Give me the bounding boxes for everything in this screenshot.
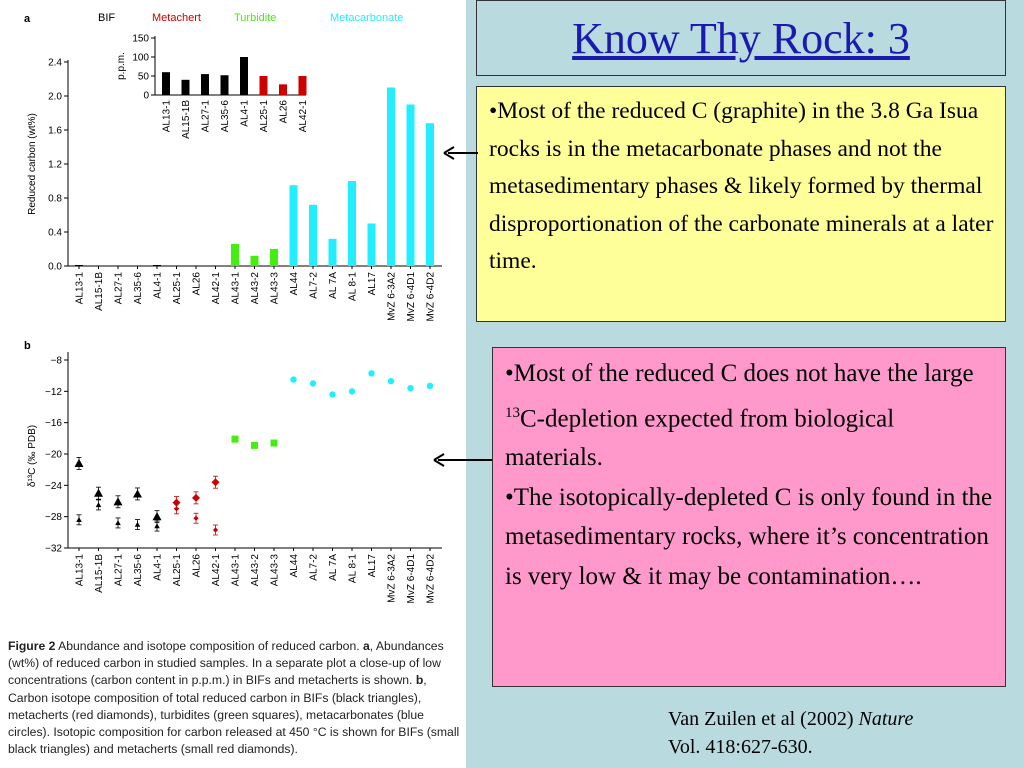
panel-a-ytick-label: 1.2 — [48, 159, 62, 171]
bif-small-triangle — [115, 520, 121, 525]
panel-a-xtick-label: AL26 — [191, 272, 203, 296]
panel-b-xtick-label: AL13-1 — [74, 554, 86, 587]
panel-b-xtick-label: AL43-2 — [250, 554, 261, 587]
panel-a-xtick-label: AL42-1 — [211, 272, 222, 305]
panel-a-bar — [329, 239, 337, 266]
reference-journal: Nature — [858, 708, 914, 730]
inset-bar — [201, 74, 209, 95]
panel-a-bar — [270, 249, 278, 266]
bif-small-triangle — [76, 517, 82, 522]
figure-panel — [0, 0, 466, 768]
panel-a-xtick-label: AL44 — [289, 272, 300, 296]
panel-a-xtick-label: AL15-1B — [94, 272, 105, 311]
panel-a-bar — [387, 88, 395, 267]
caption-label: Figure 2 — [8, 639, 56, 653]
bif-triangle — [114, 497, 123, 505]
panel-b-ytick-label: −32 — [45, 543, 62, 555]
panel-a-ytick-label: 2.0 — [48, 91, 62, 103]
panel-a-bar — [153, 265, 161, 266]
inset-bar — [279, 84, 287, 95]
inset-xtick-label: AL35-6 — [220, 100, 231, 133]
note-p1-a: •Most of the reduced C does not have the large — [505, 360, 974, 387]
panel-b-xtick-label: AL25-1 — [172, 554, 183, 587]
inset-xtick-label: AL26 — [278, 100, 290, 124]
panel-a-ylabel: Reduced carbon (wt%) — [27, 113, 38, 215]
panel-b-xtick-label: MvZ 6-4D1 — [406, 554, 417, 604]
panel-a-bar — [348, 181, 356, 266]
arrow-to-panel-a-icon — [442, 144, 480, 162]
turbidite-square — [271, 440, 278, 447]
panel-b-xtick-label: AL26 — [191, 554, 203, 578]
inset-bar — [299, 76, 307, 95]
inset-xtick-label: AL13-1 — [161, 100, 173, 133]
note-graphite-text: •Most of the reduced C (graphite) in the 3.8 Ga Isua rocks is in the metacarbonate phases and not the metasedimentary phases & likely formed by thermal disproportionation of the carbonate minerals at a later time. — [489, 98, 994, 274]
panel-b-xtick-label: AL7-2 — [308, 554, 320, 581]
inset-ytick-label: 50 — [137, 71, 149, 83]
panel-b-xtick-label: AL 7A — [328, 554, 339, 581]
metachert-small-diamond — [193, 516, 198, 521]
turbidite-square — [232, 436, 239, 443]
note-p1-b: C-depletion expected from biological materials. — [505, 404, 895, 472]
panel-b-label: b — [24, 340, 31, 352]
reference-authors: Van Zuilen et al (2002) — [668, 708, 859, 730]
caption-a-label: a — [363, 639, 370, 653]
reference-volume: Vol. 418:627-630. — [668, 736, 813, 758]
panel-a-xtick-label: MvZ 6-4D1 — [406, 272, 417, 322]
panel-b-ytick-label: −12 — [45, 386, 62, 398]
metacarbonate-circle — [329, 391, 335, 397]
inset-bar — [240, 57, 248, 95]
inset-xtick-label: AL25-1 — [259, 100, 270, 133]
figure-chart — [0, 0, 466, 636]
metacarbonate-circle — [349, 388, 355, 394]
panel-a-ytick-label: 0.8 — [48, 193, 62, 205]
panel-a-xtick-label: AL25-1 — [172, 272, 183, 305]
inset-bar — [182, 80, 190, 95]
bif-triangle — [94, 489, 103, 497]
caption-text: Abundance and isotope composition of reduced carbon. — [55, 639, 364, 653]
title-box — [476, 0, 1006, 76]
legend-bif: BIF — [98, 12, 116, 24]
bif-small-triangle — [96, 502, 102, 507]
bif-triangle — [133, 489, 142, 497]
panel-a-xtick-label: AL27-1 — [113, 272, 125, 305]
inset-xtick-label: AL42-1 — [298, 100, 309, 133]
inset-ylabel: p.p.m. — [116, 52, 127, 80]
inset-bar — [221, 75, 229, 95]
panel-a-bar — [426, 123, 434, 266]
caption-b-text: , Carbon isotope composition of total reduced carbon in BIFs (black triangles), metacherts (red diamonds), turbidites (green squares), metacarbonates (blue circles). Isotopic composition for carbon released at 450 °C is shown for BIFs (small black triangles) and metacherts (small red diamonds). — [8, 673, 460, 757]
metacarbonate-circle — [388, 378, 394, 384]
inset-bar — [260, 76, 268, 95]
metachert-diamond — [192, 494, 200, 502]
note-isotope-point-1 — [505, 354, 995, 478]
panel-a-ytick-label: 2.4 — [48, 57, 62, 69]
panel-a-label: a — [24, 13, 31, 25]
inset-ytick-label: 150 — [132, 33, 149, 45]
inset-xtick-label: AL27-1 — [200, 100, 212, 133]
metacarbonate-circle — [427, 383, 433, 389]
inset-ytick-label: 0 — [143, 90, 149, 102]
panel-b-ytick-label: −16 — [45, 418, 62, 430]
inset-xtick-label: AL4-1 — [239, 100, 251, 127]
panel-a-bar — [309, 205, 317, 266]
metacarbonate-circle — [407, 385, 413, 391]
panel-a-xtick-label: AL43-2 — [250, 272, 261, 305]
metacarbonate-circle — [310, 380, 316, 386]
panel-b-xtick-label: AL4-1 — [152, 554, 164, 581]
panel-a-ytick-label: 0.4 — [48, 227, 62, 239]
panel-a-xtick-label: AL13-1 — [74, 272, 86, 305]
panel-a-xtick-label: AL7-2 — [308, 272, 320, 299]
panel-b-xtick-label: MvZ 6-3A2 — [386, 554, 398, 603]
bif-triangle — [153, 512, 162, 520]
note-box-isotope — [492, 347, 1006, 687]
panel-b-xtick-label: AL 8-1 — [347, 554, 359, 584]
panel-a-xtick-label: AL 8-1 — [347, 272, 359, 302]
panel-b-ytick-label: −20 — [45, 449, 62, 461]
bif-triangle — [75, 459, 84, 467]
panel-a-xtick-label: AL43-3 — [269, 272, 281, 305]
panel-a-xtick-label: AL43-1 — [230, 272, 242, 305]
metachert-small-diamond — [174, 506, 179, 511]
panel-a-xtick-label: AL4-1 — [152, 272, 164, 299]
panel-b-ytick-label: −24 — [45, 480, 62, 492]
panel-b-ylabel: δ¹³C (‰ PDB) — [27, 424, 38, 488]
caption-b-label: b — [415, 673, 424, 688]
bif-small-triangle — [154, 523, 160, 528]
panel-a-bar — [231, 244, 239, 266]
metachert-small-diamond — [213, 527, 218, 532]
panel-b-xtick-label: MvZ 6-4D2 — [425, 554, 437, 604]
metachert-diamond — [212, 478, 220, 486]
panel-a-bar — [368, 224, 376, 267]
panel-a-xtick-label: MvZ 6-3A2 — [386, 272, 398, 321]
bif-small-triangle — [135, 522, 141, 527]
note-isotope-point-2: •The isotopically-depleted C is only found in the metasedimentary rocks, where it’s concentration is very low & it may be contamination…. — [505, 483, 993, 590]
arrow-to-panel-b-icon — [432, 451, 494, 469]
panel-b-xtick-label: AL17 — [367, 554, 378, 578]
panel-a-ytick-label: 0.0 — [48, 261, 62, 273]
panel-a-xtick-label: MvZ 6-4D2 — [425, 272, 437, 322]
turbidite-square — [251, 442, 258, 449]
panel-b-xtick-label: AL27-1 — [113, 554, 125, 587]
legend-metacarbonate: Metacarbonate — [330, 12, 404, 24]
panel-a-bar — [75, 265, 83, 266]
panel-b-xtick-label: AL42-1 — [211, 554, 222, 587]
panel-a-ytick-label: 1.6 — [48, 125, 62, 137]
figure-caption — [8, 638, 464, 758]
panel-b-ytick-label: −8 — [50, 355, 62, 367]
panel-a-xtick-label: AL35-6 — [133, 272, 144, 305]
reference — [668, 705, 913, 761]
panel-b-xtick-label: AL15-1B — [94, 554, 105, 593]
caption-a-text: , Abundances (wt%) of reduced carbon in studied samples. In a separate plot a close-up of low concentrations (carbon content in p.p.m.) in BIFs and metacherts is shown. — [8, 639, 444, 688]
note-p1-sup: 13 — [505, 404, 520, 421]
note-box-graphite — [476, 86, 1006, 322]
panel-a-xtick-label: AL17 — [367, 272, 378, 296]
panel-b-xtick-label: AL44 — [289, 554, 300, 578]
slide-title: Know Thy Rock: 3 — [572, 13, 910, 63]
panel-a-bar — [251, 256, 259, 266]
legend-metachert: Metachert — [152, 12, 201, 24]
legend-turbidite: Turbidite — [234, 12, 277, 24]
panel-a-xtick-label: AL 7A — [328, 272, 339, 299]
panel-b-xtick-label: AL43-1 — [230, 554, 242, 587]
panel-b-xtick-label: AL35-6 — [133, 554, 144, 587]
panel-b-xtick-label: AL43-3 — [269, 554, 281, 587]
inset-ytick-label: 100 — [132, 52, 149, 64]
panel-a-bar — [290, 185, 298, 266]
metacarbonate-circle — [368, 370, 374, 376]
panel-b-ytick-label: −28 — [45, 512, 62, 524]
inset-xtick-label: AL15-1B — [181, 100, 192, 139]
inset-bar — [162, 72, 170, 95]
metacarbonate-circle — [290, 376, 296, 382]
panel-a-bar — [407, 105, 415, 267]
